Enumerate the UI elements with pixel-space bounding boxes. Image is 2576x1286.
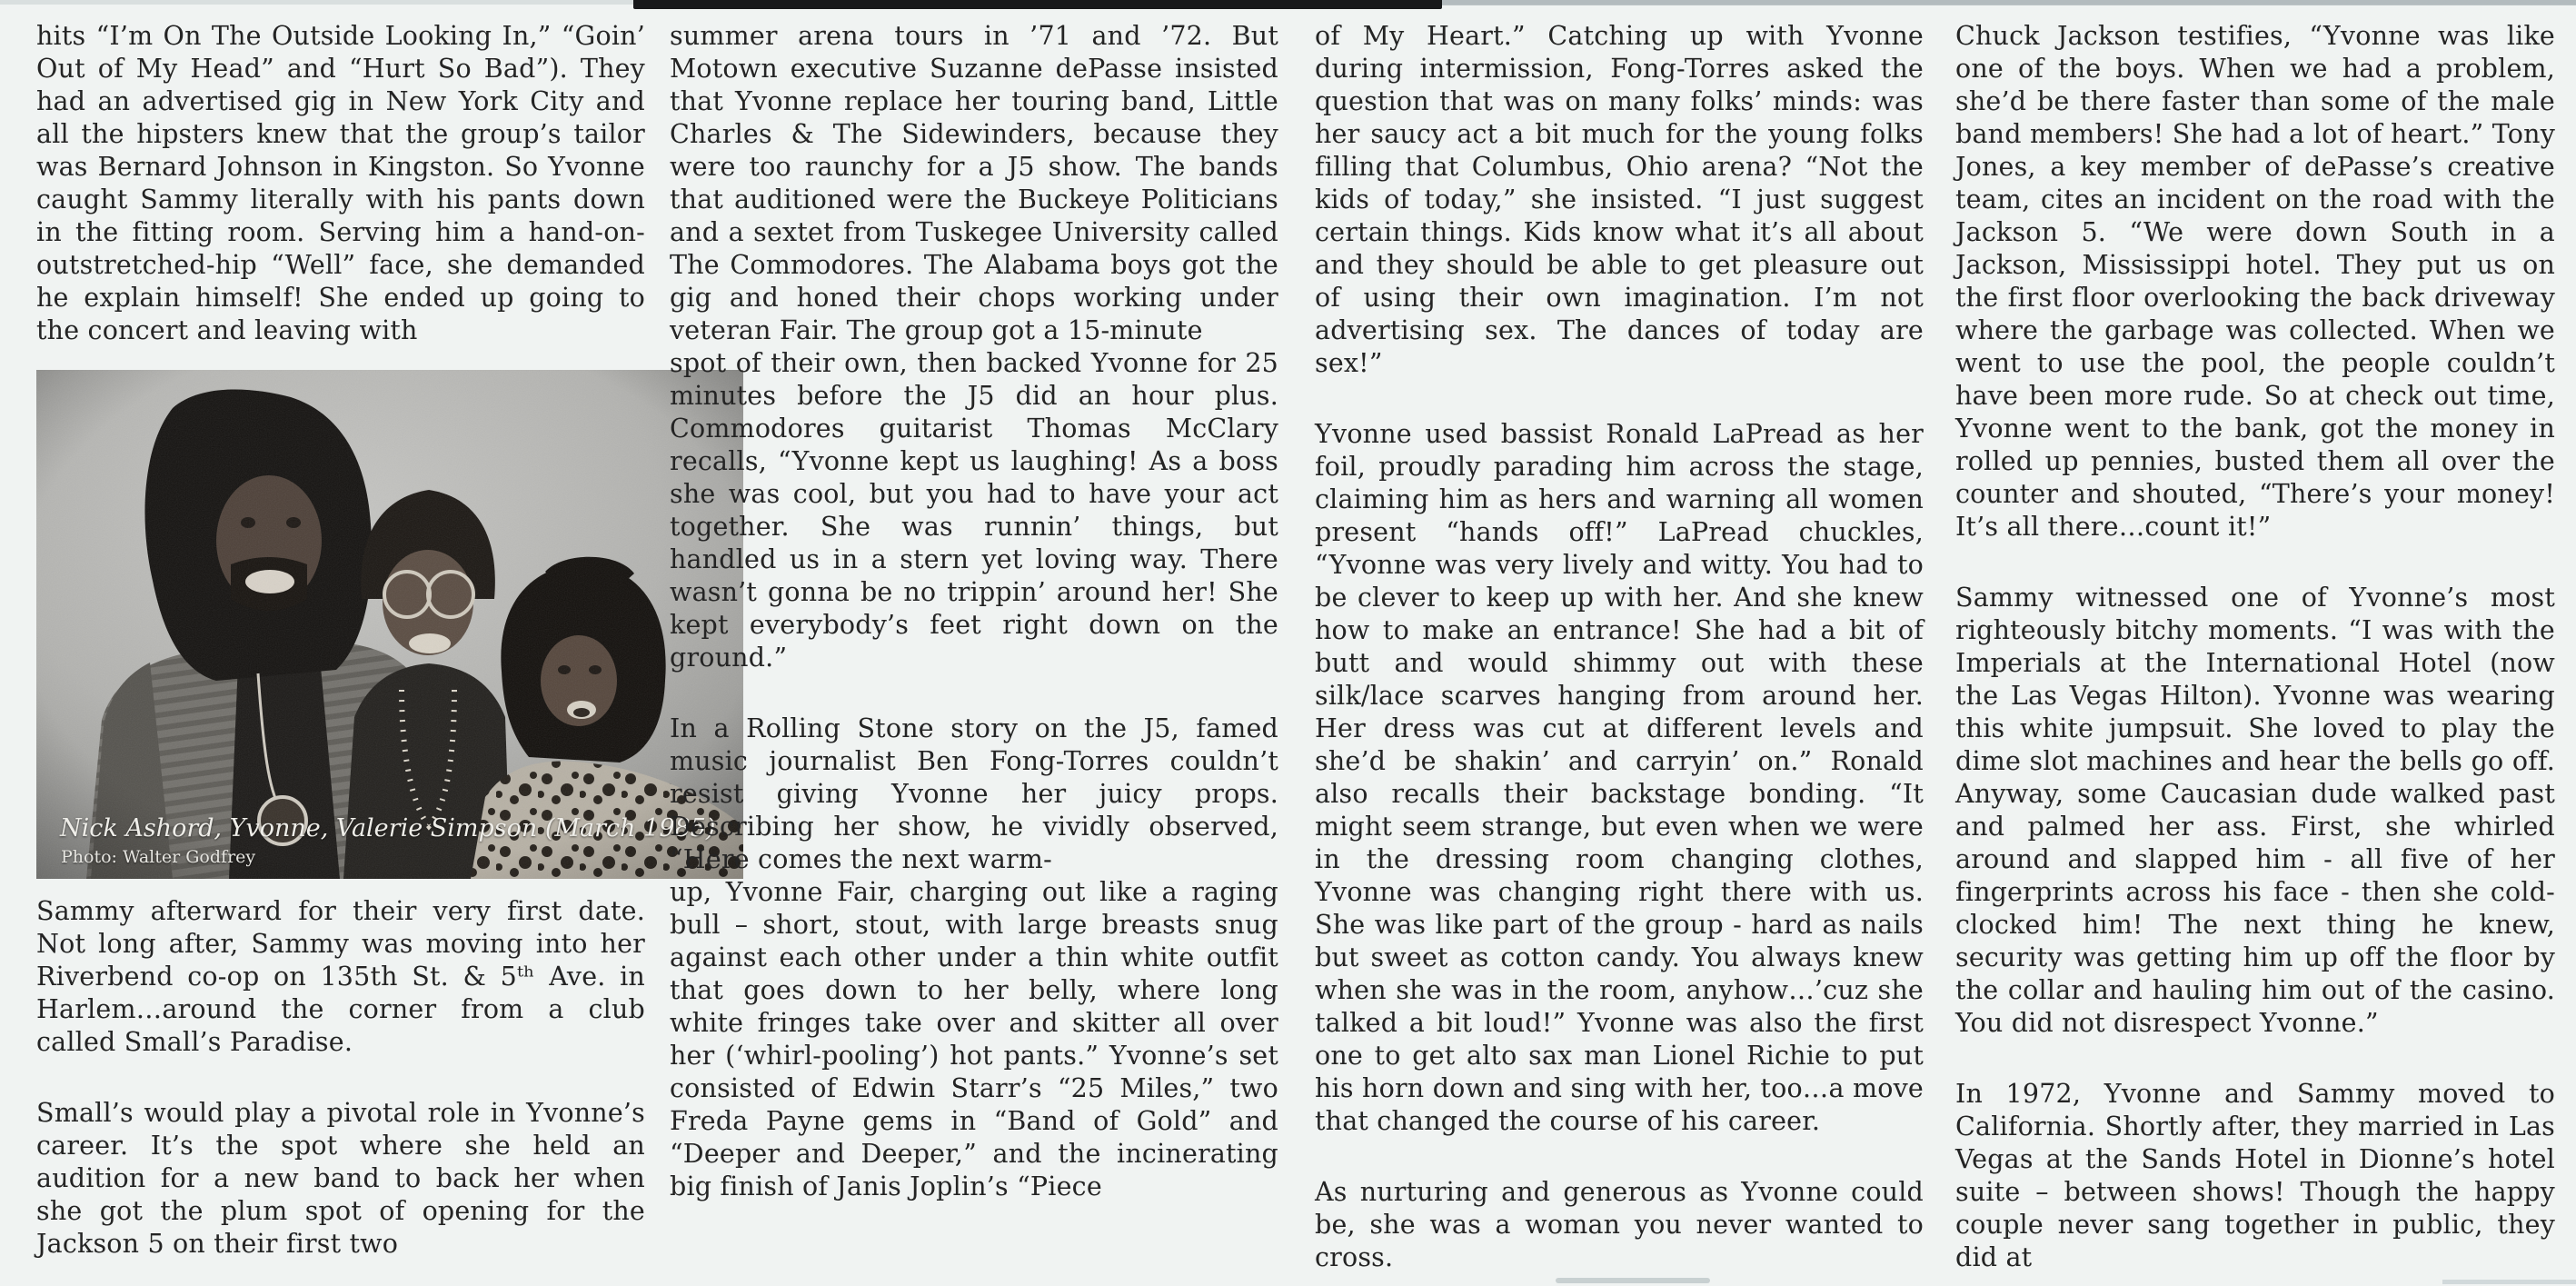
photo-grain <box>36 370 743 879</box>
photo-caption: Nick Ashord, Yvonne, Valerie Simpson (March 1985) <box>60 814 716 842</box>
column-1-paragraph-3: Small’s would play a pivotal role in Yvonne’s career. It’s the spot where she held an audition for a new band to back her when she got the plum spot of opening for the Jackson 5 on their first two <box>36 1098 645 1259</box>
scan-artifact-bottom-smudge <box>1556 1278 1710 1283</box>
column-4 <box>1955 20 2555 1274</box>
column-1-paragraph-2: Sammy afterward for their very first date. Not long after, Sammy was moving into her Riverbend co-op on 135th St. & 5ᵗʰ Ave. in Harlem…around the corner from a club called Small’s Paradise. <box>36 896 645 1057</box>
column-1-paragraph-1: hits “I’m On The Outside Looking In,” “Goin’ Out of My Head” and “Hurt So Bad”). They had an advertised gig in New York City and all the hipsters knew that the group’s tailor was Bernard Johnson in Kingston. So Yvonne caught Sammy literally with his pants down in the fitting room. Serving him a hand-on-outstretched-hip “Well” face, she demanded he explain himself! She ended up going to the concert and leaving with <box>36 21 645 345</box>
column-1-bottom <box>36 895 645 1261</box>
photo-illustration <box>36 370 743 879</box>
scan-artifact-top-mid-line <box>1442 0 2576 5</box>
column-2 <box>670 20 1278 1203</box>
photo-nick-yvonne-valerie <box>36 370 743 879</box>
photo-credit: Photo: Walter Godfrey <box>61 847 256 867</box>
column-4-paragraph-3: In 1972, Yvonne and Sammy moved to California. Shortly after, they married in Las Vegas at the Sands Hotel in Dionne’s hotel suite – between shows! Though the happy couple never sang together in public, they did at <box>1955 1079 2555 1272</box>
column-2-segment-3: In a Rolling Stone story on the J5, famed music journalist Ben Fong-Torres couldn’t resist giving Yvonne her juicy props. Describing her show, he vividly observed, “Here comes the next warm- <box>670 713 1278 874</box>
column-3-paragraph-3: As nurturing and generous as Yvonne could be, she was a woman you never wanted to cross. <box>1315 1177 1924 1272</box>
column-2-segment-4: up, Yvonne Fair, charging out like a raging bull – short, stout, with large breasts snug against each other under a thin white outfit that goes down to her belly, where long white fringes take over and skitter all over her (‘whirl-pooling’) hot pants.” Yvonne’s set consisted of Edwin Starr’s “25 Miles,” two Freda Payne gems in “Band of Gold” and “Deeper and Deeper,” and the incinerating big finish of Janis Joplin’s “Piece <box>670 877 1278 1201</box>
column-3 <box>1315 20 1924 1274</box>
column-4-paragraph-1: Chuck Jackson testifies, “Yvonne was like one of the boys. When we had a problem, she’d be there faster than some of the male band members! She had a lot of heart.” Tony Jones, a key member of dePasse’s creative team, cites an incident on the road with the Jackson 5. “We were down South in a Jackson, Mississippi hotel. They put us on the first floor overlooking the back driveway where the garbage was collected. When we went to use the pool, the people couldn’t have been more rude. So at check out time, Yvonne went to the bank, got the money in rolled up pennies, busted them all over the counter and shouted, “There’s your money! It’s all there…count it!” <box>1955 21 2555 542</box>
column-3-paragraph-2: Yvonne used bassist Ronald LaPread as her foil, proudly parading him across the stage, claiming him as hers and warning all women present “hands off!” LaPread chuckles, “Yvonne was very lively and witty. You had to be clever to keep up with her. And she knew how to make an entrance! She had a bit of butt and would shimmy out with these silk/lace scarves hanging from around her. Her dress was cut at different levels and she’d be shakin’ and carryin’ on.” Ronald also recalls their backstage bonding. “It might seem strange, but even when we were in the dressing room changing clothes, Yvonne was changing right there with us. She was like part of the group - hard as nails but sweet as cotton candy. You always knew when she was in the room, anyhow…’cuz she talked a bit loud!” Yvonne was also the first one to get alto sax man Lionel Richie to put his horn down and sing with her, too…a move that changed the course of his career. <box>1315 419 1924 1136</box>
column-2-segment-1: summer arena tours in ’71 and ’72. But Motown executive Suzanne dePasse insisted that Yvonne replace her touring band, Little Charles & The Sidewinders, because they were too raunchy for a J5 show. The bands that auditioned were the Buckeye Politicians and a sextet from Tuskegee University called The Commodores. The Alabama boys got the gig and honed their chops working under veteran Fair. The group got a 15-minute <box>670 21 1278 345</box>
column-2-segment-2: spot of their own, then backed Yvonne for 25 minutes before the J5 did an hour plus. Commodores guitarist Thomas McClary recalls, “Yvonne kept us laughing! As a boss she was cool, but you had to have your act together. She was runnin’ things, but handled us in a stern yet loving way. There wasn’t gonna be no trippin’ around her! She kept everybody’s feet right down on the ground.” <box>670 348 1278 673</box>
column-3-paragraph-1: of My Heart.” Catching up with Yvonne during intermission, Fong-Torres asked the question that was on many folks’ minds: was her saucy act a bit much for the young folks filling that Columbus, Ohio arena? “Not the kids of today,” she insisted. “I just suggest certain things. Kids know what it’s all about and they should be able to get pleasure out of using their own imagination. I’m not advertising sex. The dances of today are sex!” <box>1315 21 1924 378</box>
scan-artifact-bottom-right-line <box>2442 1280 2576 1284</box>
column-1-top <box>36 20 645 347</box>
scan-artifact-top-dark-bar <box>633 0 1442 9</box>
column-4-paragraph-2: Sammy witnessed one of Yvonne’s most righteously bitchy moments. “I was with the Imperials at the International Hotel (now the Las Vegas Hilton). Yvonne was wearing this white jumpsuit. She loved to play the dime slot machines and hear the bells go off. Anyway, some Caucasian dude walked past and palmed her ass. First, she whirled around and slapped him - all five of her fingerprints across his face - then she cold-clocked him! The next thing he knew, security was getting him up off the floor by the collar and hauling him out of the casino. You did not disrespect Yvonne.” <box>1955 583 2555 1038</box>
